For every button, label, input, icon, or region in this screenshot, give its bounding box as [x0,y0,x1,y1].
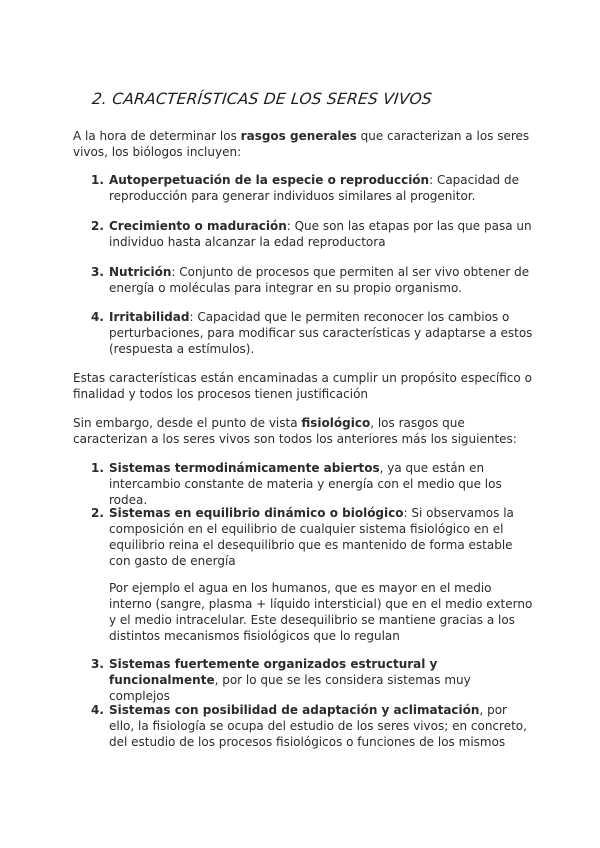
item-description: : Que son las etapas por las que pasa un individuo hasta alcanzar la edad reproductora [109,219,532,249]
item-term: Nutrición [109,265,172,279]
item-term: Autoperpetuación de la especie o reproducción [109,173,430,187]
item-description: , ya que están en intercambio constante de materia y energía con el medio que los rodea. [109,461,502,507]
item-term: Irritabilidad [109,310,190,324]
item-number: 1. [91,173,104,187]
item-term: Sistemas termodinámicamente abiertos [109,461,380,475]
physio-item-1 [91,460,535,508]
intro-bold-term: rasgos generales [240,129,357,143]
item-description: , por ello, la fisiología se ocupa del estudio de los seres vivos; en concreto, del estudio de los procesos fisiológicos o funciones de los mismos [109,703,527,749]
item-term: Sistemas fuertemente organizados estructural y funcionalmente [109,657,438,687]
section-title: 2. CARACTERÍSTICAS DE LOS SERES VIVOS [91,90,433,108]
physio-item-4 [91,702,535,750]
example-paragraph: Por ejemplo el agua en los humanos, que es mayor en el medio interno (sangre, plasma + líquido intersticial) que en el medio externo y el medio intracelular. Este desequilibrio se mantiene gracias a los distintos mecanismos fisiológicos que lo regulan [109,581,533,643]
item-number: 3. [91,265,104,279]
item-term: Crecimiento o maduración [109,219,287,233]
item-number: 1. [91,461,104,475]
item-description: , por lo que se les considera sistemas muy complejos [109,673,471,703]
item-term: Sistemas con posibilidad de adaptación y aclimatación [109,703,480,717]
physio-item-3 [91,656,535,704]
physiological-intro-paragraph [73,415,533,447]
general-item-4 [91,309,535,357]
physio-bold-term: fisiológico [301,416,371,430]
purpose-paragraph: Estas características están encaminadas a cumplir un propósito específico o finalidad y todos los procesos tienen justificación [73,371,532,401]
item-description: : Capacidad que le permiten reconocer los cambios o perturbaciones, para modificar sus características y adaptarse a estos (respuesta a estímulos). [109,310,533,356]
physio-text-start: Sin embargo, desde el punto de vista [73,416,302,430]
item-number: 2. [91,506,104,520]
item-description: : Conjunto de procesos que permiten al ser vivo obtener de energía o moléculas para integrar en su propio organismo. [109,265,530,295]
general-item-2 [91,218,535,250]
item-number: 2. [91,219,104,233]
item-number: 3. [91,657,104,671]
physio-text-end: , los rasgos que caracterizan a los seres vivos son todos los anteriores más los siguientes: [73,416,517,446]
general-item-3 [91,264,535,296]
item-term: Sistemas en equilibrio dinámico o biológico [109,506,404,520]
item-number: 4. [91,703,104,717]
intro-paragraph [73,128,533,160]
general-item-1 [91,172,535,204]
intro-text-start: A la hora de determinar los [73,129,241,143]
item-description: : Capacidad de reproducción para generar individuos similares al progenitor. [109,173,519,203]
physio-item-2 [91,505,535,569]
item-description: : Si observamos la composición en el equilibrio de cualquier sistema fisiológico en el equilibrio reina el desequilibrio que es mantenido de forma estable con gasto de energía [109,506,514,568]
item-number: 4. [91,310,104,324]
intro-text-end: que caracterizan a los seres vivos, los biólogos incluyen: [73,129,530,159]
